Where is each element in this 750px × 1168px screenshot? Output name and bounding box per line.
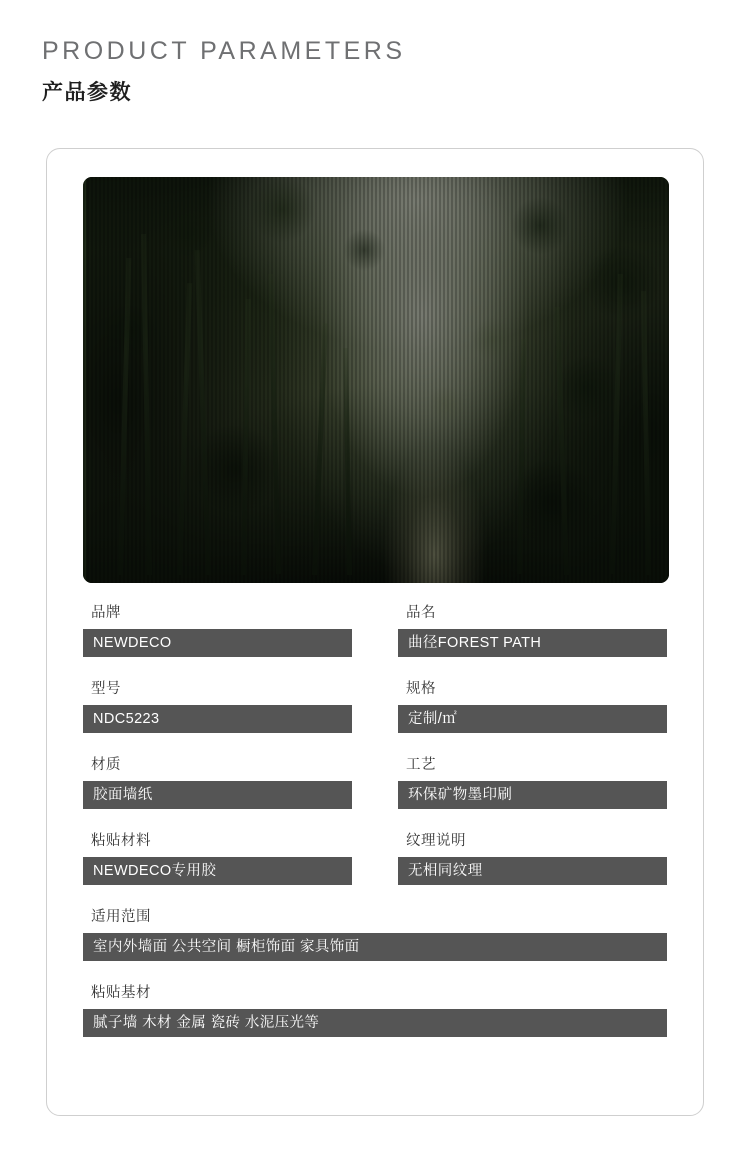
spec-label: 型号 <box>91 681 121 697</box>
spec-label: 材质 <box>91 757 121 773</box>
spec-item-process <box>398 753 667 809</box>
spec-label: 粘贴基材 <box>91 985 151 1001</box>
spec-value: 曲径FOREST PATH <box>398 629 667 657</box>
tree-trunk <box>312 323 328 575</box>
tree-trunk <box>195 250 211 575</box>
spec-list <box>83 601 667 1057</box>
spec-label: 粘贴材料 <box>91 833 151 849</box>
tree-trunk <box>142 234 153 575</box>
spec-row <box>83 753 667 809</box>
spec-label: 纹理说明 <box>406 833 466 849</box>
spec-label: 品名 <box>406 605 436 621</box>
spec-row <box>83 677 667 733</box>
spec-value: 腻子墙 木材 金属 瓷砖 水泥压光等 <box>83 1009 667 1037</box>
spec-value: NEWDECO <box>83 629 352 657</box>
spec-row <box>83 905 667 961</box>
spec-value: 环保矿物墨印刷 <box>398 781 667 809</box>
page-title-cn: 产品参数 <box>42 81 132 104</box>
spec-value: 胶面墙纸 <box>83 781 352 809</box>
spec-item-brand <box>83 601 352 657</box>
tree-trunks-layer <box>83 177 669 583</box>
spec-label: 规格 <box>406 681 436 697</box>
spec-value: NDC5223 <box>83 705 352 733</box>
spec-value: 无相同纹理 <box>398 857 667 885</box>
tree-trunk <box>177 283 192 575</box>
spec-value: 定制/㎡ <box>398 705 667 733</box>
spec-item-texture-note <box>398 829 667 885</box>
tree-trunk <box>641 291 651 575</box>
page-header <box>0 0 750 106</box>
spec-row <box>83 601 667 657</box>
page-title-en: PRODUCT PARAMETERS <box>42 37 406 65</box>
tree-trunk <box>517 339 526 575</box>
spec-item-size <box>398 677 667 733</box>
spec-item-material <box>83 753 352 809</box>
spec-row <box>83 981 667 1037</box>
spec-row <box>83 829 667 885</box>
spec-item-model <box>83 677 352 733</box>
spec-label: 适用范围 <box>91 909 151 925</box>
spec-label: 工艺 <box>406 757 436 773</box>
tree-trunk <box>554 307 568 575</box>
parameters-card <box>46 148 704 1116</box>
spec-label: 品牌 <box>91 605 121 621</box>
spec-value: NEWDECO专用胶 <box>83 857 352 885</box>
tree-trunk <box>118 258 131 575</box>
tree-trunk <box>343 348 352 575</box>
spec-item-product-name <box>398 601 667 657</box>
tree-trunk <box>610 274 623 574</box>
spec-value: 室内外墙面 公共空间 橱柜饰面 家具饰面 <box>83 933 667 961</box>
tree-trunk <box>269 274 282 574</box>
product-image <box>83 177 669 583</box>
spec-item-adhesive <box>83 829 352 885</box>
spec-item-application-scope <box>83 905 667 961</box>
spec-item-substrate <box>83 981 667 1037</box>
tree-trunk <box>241 299 251 575</box>
